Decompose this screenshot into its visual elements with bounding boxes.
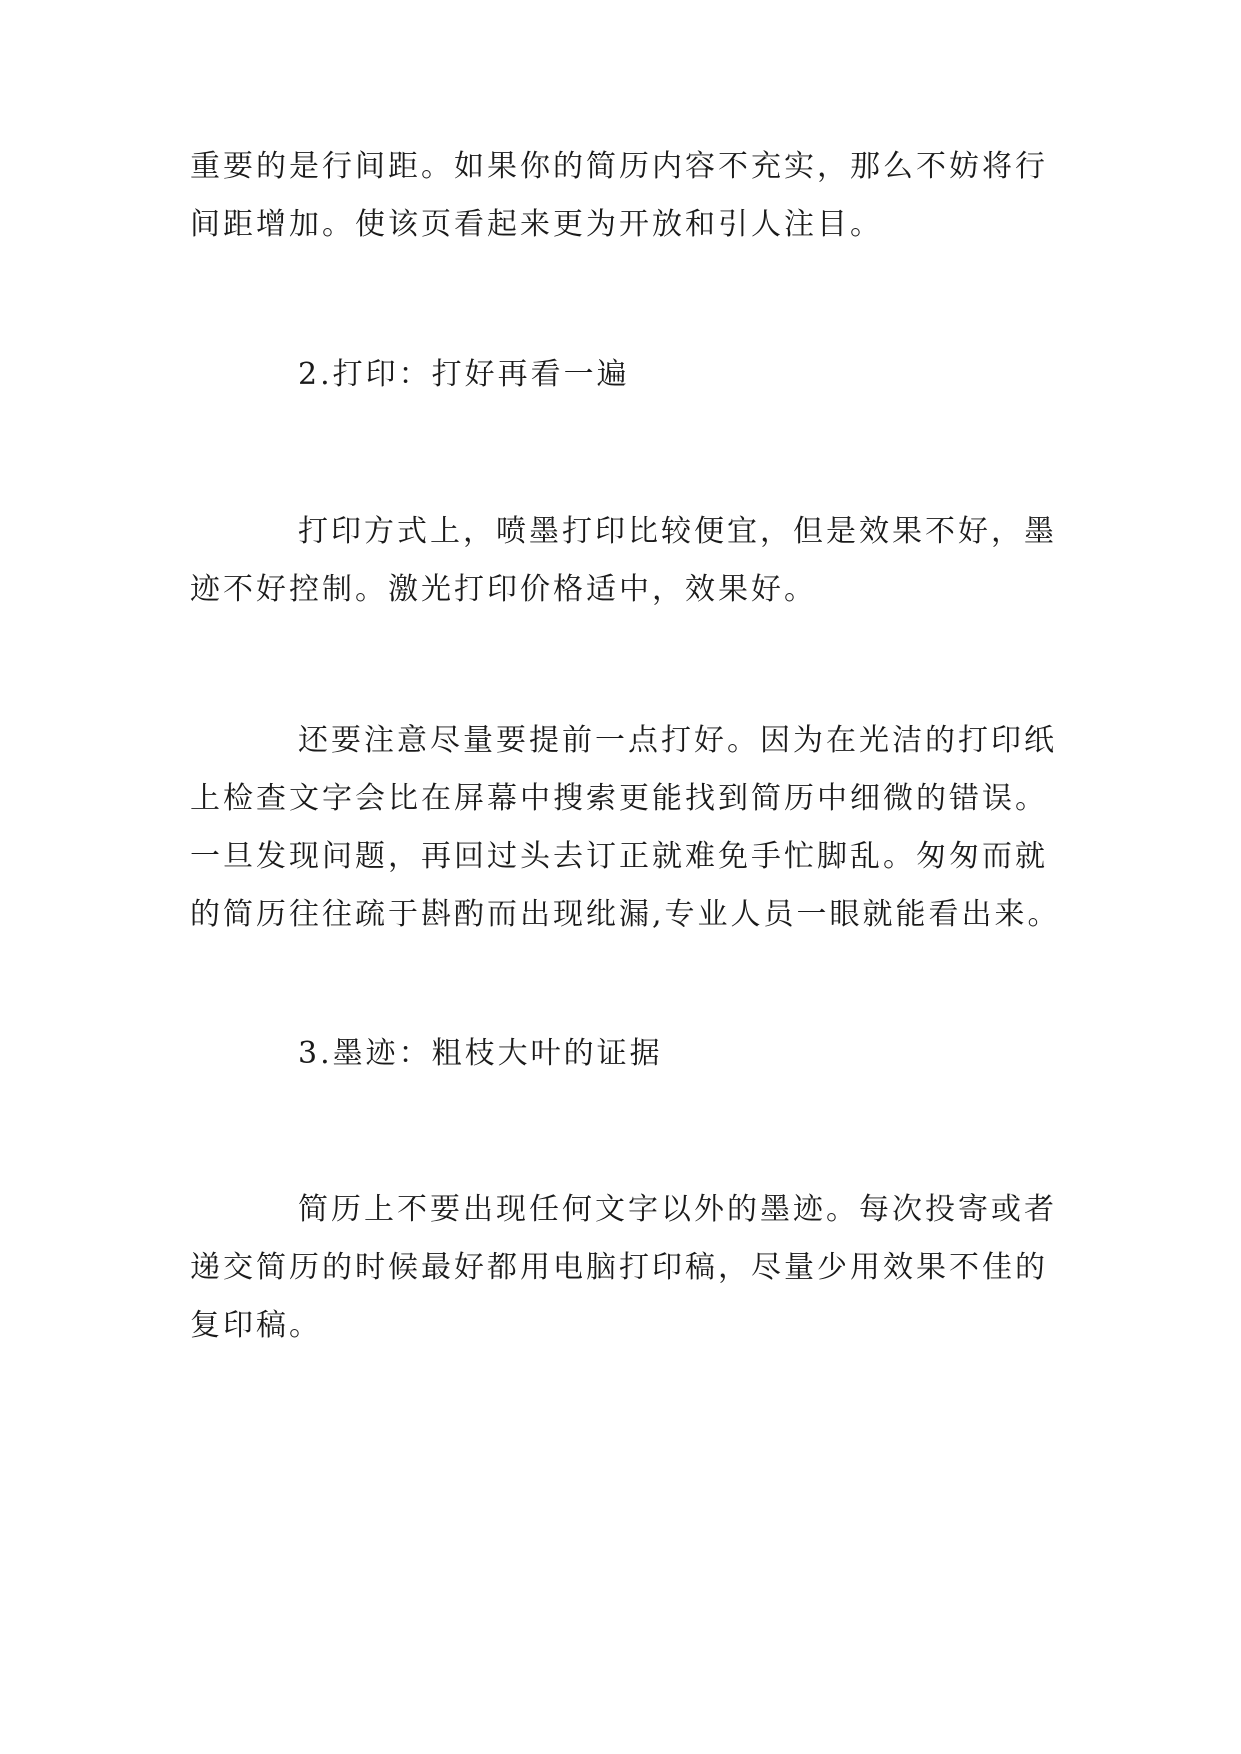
text-line: 还要注意尽量要提前一点打好。因为在光洁的打印纸: [298, 723, 1057, 758]
section-heading-ink: [190, 1025, 1050, 1083]
paragraph-print-method: [190, 503, 1057, 619]
text-line: 打印方式上，喷墨打印比较便宜，但是效果不好，墨: [298, 514, 1057, 549]
text-line: 复印稿。: [190, 1308, 322, 1343]
text-line: 一旦发现问题，再回过头去订正就难免手忙脚乱。匆匆而就: [190, 839, 1048, 874]
text-line: 递交简历的时候最好都用电脑打印稿，尽量少用效果不佳的: [190, 1250, 1048, 1285]
text-line: 的简历往往疏于斟酌而出现纰漏,专业人员一眼就能看出来。: [190, 897, 1061, 932]
heading-text: 2.打印：打好再看一遍: [298, 357, 630, 392]
text-line: 间距增加。使该页看起来更为开放和引人注目。: [190, 207, 883, 242]
text-line: 迹不好控制。激光打印价格适中，效果好。: [190, 572, 817, 607]
text-line: 简历上不要出现任何文字以外的墨迹。每次投寄或者: [298, 1192, 1057, 1227]
paragraph-ink-marks: [190, 1181, 1057, 1355]
paragraph-line-spacing: [190, 138, 1050, 254]
heading-text: 3.墨迹：粗枝大叶的证据: [298, 1036, 663, 1071]
paragraph-print-early: [190, 712, 1061, 944]
text-line: 上检查文字会比在屏幕中搜索更能找到简历中细微的错误。: [190, 781, 1048, 816]
section-heading-printing: [190, 346, 1050, 404]
text-line: 重要的是行间距。如果你的简历内容不充实，那么不妨将行: [190, 149, 1048, 184]
